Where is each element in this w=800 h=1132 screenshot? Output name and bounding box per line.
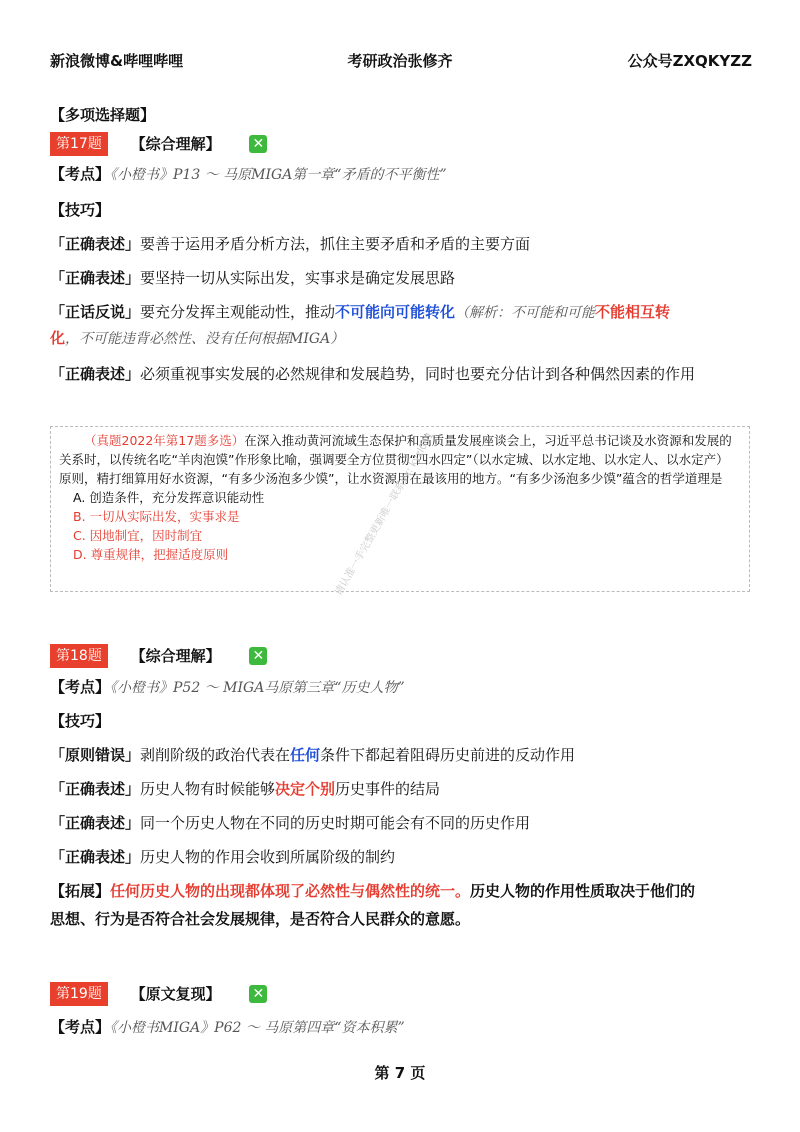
kaodian-text: 《小橙书》P13 ～ 马原MIGA第一章“矛盾的不平衡性” bbox=[110, 167, 447, 183]
line-text: 历史事件的结局 bbox=[335, 780, 441, 798]
q18-heading bbox=[50, 644, 750, 668]
kaodian-label: 【考点】 bbox=[50, 1018, 111, 1036]
q18-extension-cont: 思想、行为是否符合社会发展规律，是否符合人民群众的意愿。 bbox=[50, 910, 471, 928]
q17-jiqiao: 【技巧】 bbox=[50, 201, 111, 219]
q18-line2 bbox=[50, 778, 750, 800]
header-left: 新浪微博&哔哩哔哩 bbox=[50, 52, 184, 70]
extension-text: 历史人物的作用性质取决于他们的 bbox=[470, 882, 696, 900]
q17-line3-cont bbox=[50, 327, 750, 350]
question-tag: 第18题 bbox=[50, 644, 108, 668]
line-label: 「正确表述」 bbox=[50, 848, 141, 866]
highlight-text: 化 bbox=[50, 329, 66, 347]
question-category: 【综合理解】 bbox=[130, 647, 221, 665]
cross-icon: ✕ bbox=[249, 985, 267, 1003]
analysis-text: ，不可能违背必然性、没有任何根据MIGA） bbox=[65, 331, 345, 347]
line-text: 剥削阶级的政治代表在 bbox=[140, 746, 291, 764]
option-a: A. 创造条件，充分发挥意识能动性 bbox=[73, 490, 265, 505]
highlight-text: 决定个别 bbox=[275, 780, 336, 798]
line-label: 「正确表述」 bbox=[50, 814, 141, 832]
option-d: D. 尊重规律，把握适度原则 bbox=[73, 547, 229, 562]
kaodian-label: 【考点】 bbox=[50, 165, 111, 183]
question-tag: 第19题 bbox=[50, 982, 108, 1006]
page-number: 第 7 页 bbox=[374, 1064, 426, 1082]
exam-question-box bbox=[50, 426, 750, 592]
cross-icon: ✕ bbox=[249, 647, 267, 665]
extension-label: 【拓展】 bbox=[50, 882, 111, 900]
line-text: 要充分发挥主观能动性，推动 bbox=[140, 303, 336, 321]
option-b: B. 一切从实际出发，实事求是 bbox=[73, 509, 240, 524]
line-text: 要坚持一切从实际出发，实事求是确定发展思路 bbox=[140, 269, 456, 287]
q17-line1 bbox=[50, 233, 750, 255]
highlight-text: 不可能向可能转化 bbox=[335, 303, 456, 321]
q19-heading bbox=[50, 982, 750, 1006]
analysis-text: （解析：不可能和可能 bbox=[455, 305, 596, 321]
q19-kaodian bbox=[50, 1016, 750, 1039]
q17-kaodian bbox=[50, 163, 750, 186]
line-label: 「正确表述」 bbox=[50, 269, 141, 287]
highlight-text: 任何历史人物的出现都体现了必然性与偶然性的统一。 bbox=[110, 882, 471, 900]
question-tag: 第17题 bbox=[50, 132, 108, 156]
line-label: 「正话反说」 bbox=[50, 303, 141, 321]
highlight-text: 不能相互转 bbox=[595, 303, 671, 321]
q18-line4 bbox=[50, 846, 750, 868]
highlight-text: 任何 bbox=[290, 746, 321, 764]
cross-icon: ✕ bbox=[249, 135, 267, 153]
q18-line1 bbox=[50, 744, 750, 766]
line-text: 同一个历史人物在不同的历史时期可能会有不同的历史作用 bbox=[140, 814, 531, 832]
q17-heading bbox=[50, 132, 750, 156]
header-right: 公众号ZXQKYZZ bbox=[627, 52, 752, 70]
page-header bbox=[0, 50, 800, 74]
q18-jiqiao: 【技巧】 bbox=[50, 712, 111, 730]
line-label: 「正确表述」 bbox=[50, 780, 141, 798]
line-label: 「原则错误」 bbox=[50, 746, 141, 764]
option-c: C. 因地制宜，因时制宜 bbox=[73, 528, 203, 543]
line-text: 要善于运用矛盾分析方法，抓住主要矛盾和矛盾的主要方面 bbox=[140, 235, 531, 253]
header-center: 考研政治张修齐 bbox=[347, 52, 453, 70]
q17-line4 bbox=[50, 363, 750, 385]
line-label: 「正确表述」 bbox=[50, 365, 141, 383]
exam-body: 在深入推动黄河流域生态保护和高质量发展座谈会上，习近平总书记谈及水资源和发展的关系时，以传统名吃“羊肉泡馍”作形象比喻，强调要全方位贯彻“四水四定”（以水定城、以水定地、以水定人、以水定产）原则，精打细算用好水资源，“有多少汤泡多少馍”，让水资源用在最该用的地方。“有多少汤泡多少馍”蕴含的哲学道理是 bbox=[59, 433, 732, 486]
q18-line3 bbox=[50, 812, 750, 834]
watermark: 请认准一手完整更新唯一联系vx: kyzl051 bbox=[333, 430, 437, 598]
kaodian-text: 《小橙书》P52 ～ MIGA马原第三章“历史人物” bbox=[110, 680, 405, 696]
line-text: 条件下都起着阻碍历史前进的反动作用 bbox=[320, 746, 576, 764]
line-label: 「正确表述」 bbox=[50, 235, 141, 253]
line-text: 历史人物的作用会收到所属阶级的制约 bbox=[140, 848, 396, 866]
kaodian-label: 【考点】 bbox=[50, 678, 111, 696]
line-text: 历史人物有时候能够 bbox=[140, 780, 276, 798]
question-category: 【综合理解】 bbox=[130, 135, 221, 153]
line-text: 必须重视事实发展的必然规律和发展趋势，同时也要充分估计到各种偶然因素的作用 bbox=[140, 365, 696, 383]
section-title: 【多项选择题】 bbox=[50, 106, 156, 124]
kaodian-text: 《小橙书MIGA》P62 ～ 马原第四章“资本积累” bbox=[110, 1020, 405, 1036]
q17-line2 bbox=[50, 267, 750, 289]
question-category: 【原文复现】 bbox=[130, 985, 221, 1003]
q18-extension bbox=[50, 880, 750, 902]
q18-kaodian bbox=[50, 676, 750, 699]
exam-source: （真题2022年第17题多选） bbox=[84, 433, 245, 448]
q17-line3 bbox=[50, 301, 750, 324]
